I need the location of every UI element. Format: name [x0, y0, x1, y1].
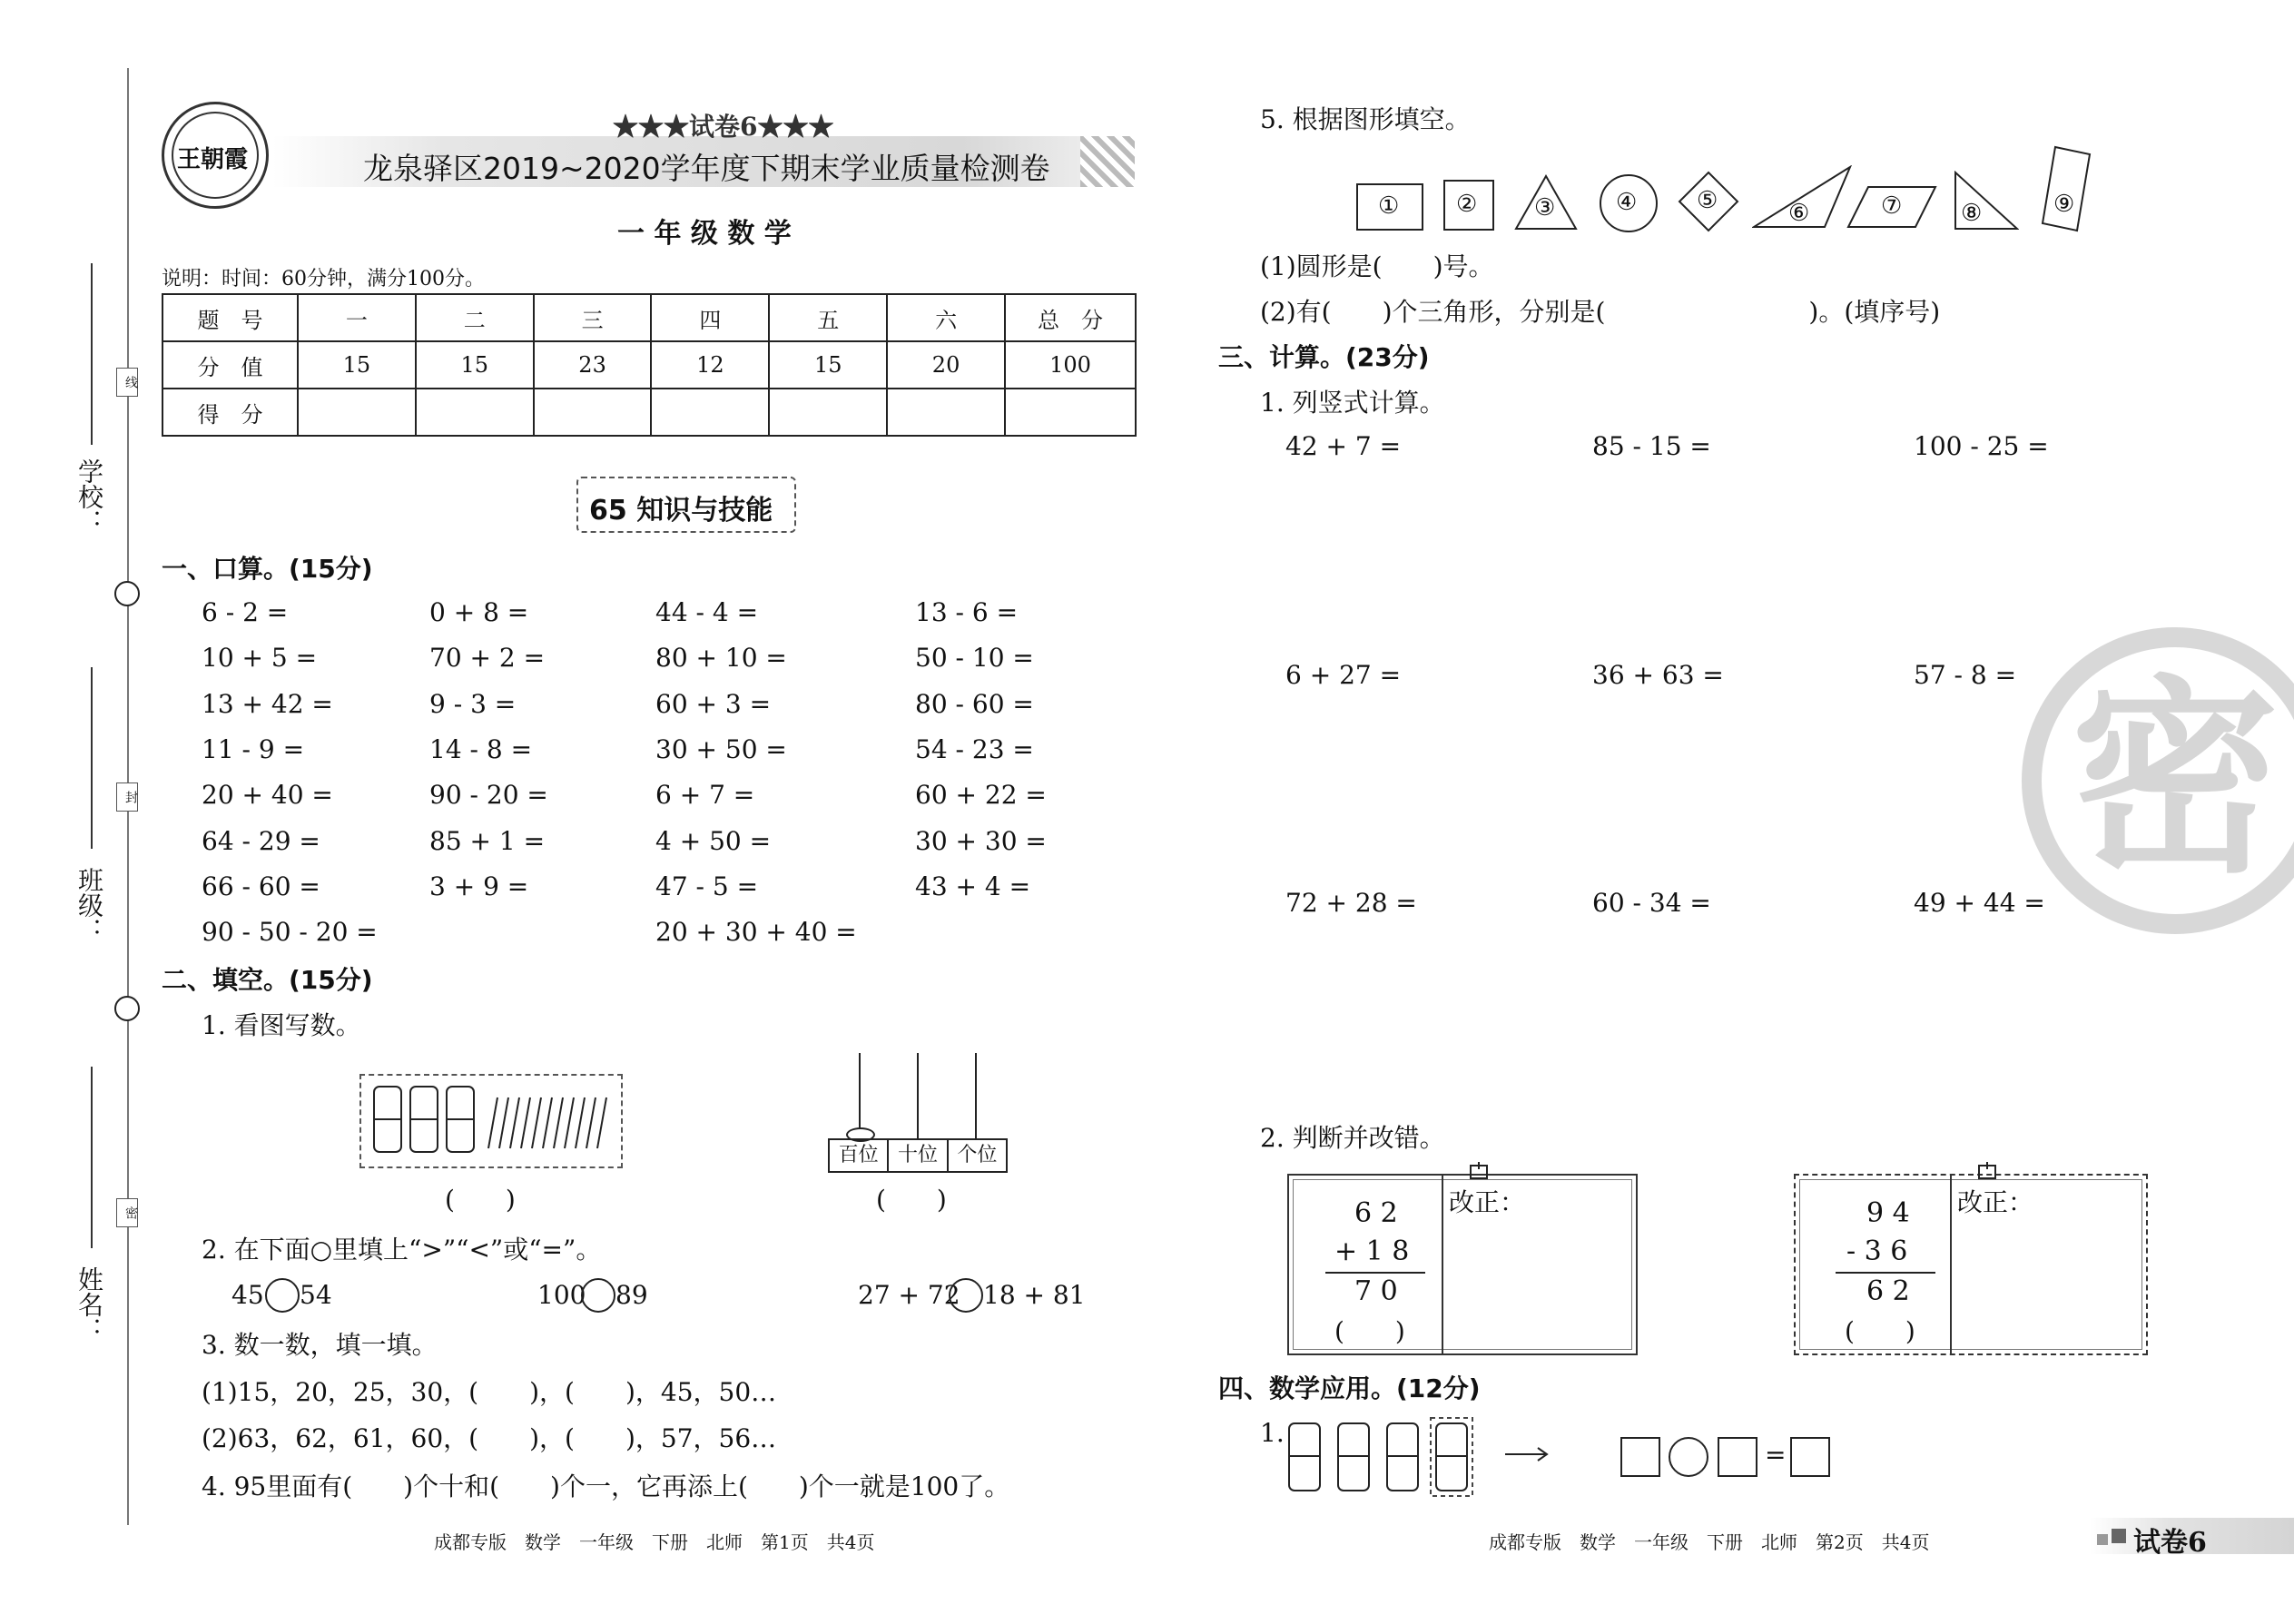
school-underline: [91, 263, 93, 445]
s2-q2: 2. 在下面○里填上“>”“<”或“=”。: [202, 1235, 602, 1265]
correction-label: 改正：: [1449, 1187, 1526, 1217]
s2-q1: 1. 看图写数。: [202, 1010, 361, 1040]
correction-area[interactable]: [1434, 1306, 1625, 1343]
shape-label: ②: [1456, 191, 1478, 218]
abacus: [828, 1053, 1006, 1171]
vertical-problem: 72 + 28 =: [1285, 888, 1417, 918]
oral-problem: 47 - 5 =: [655, 871, 759, 901]
calc-mid: - 3 6: [1846, 1235, 1908, 1267]
score-col: 四: [651, 294, 769, 341]
operator-circle[interactable]: [1669, 1437, 1708, 1477]
oral-problem: 20 + 30 + 40 =: [655, 917, 857, 948]
oral-problem: 80 - 60 =: [915, 688, 1034, 719]
name-underline: [91, 1067, 93, 1248]
score-blank[interactable]: [534, 389, 652, 436]
calc-mid: + 1 8: [1334, 1235, 1410, 1267]
score-value: 15: [769, 341, 887, 389]
score-value: 20: [887, 341, 1005, 389]
score-col: 总 分: [1005, 294, 1136, 341]
s4-title: 四、数学应用。(12分): [1218, 1373, 1481, 1403]
compare-circle[interactable]: [265, 1278, 300, 1313]
s4-q1: 1.: [1260, 1418, 1285, 1448]
score-col: 三: [534, 294, 652, 341]
s3-title: 三、计算。(23分): [1218, 342, 1430, 372]
instructions: 说明：时间：60分钟，满分100分。: [162, 268, 485, 290]
score-value: 12: [651, 341, 769, 389]
oral-problem: 90 - 50 - 20 =: [202, 917, 378, 948]
oral-problem: 11 - 9 =: [202, 733, 305, 764]
shape-label: ⑥: [1788, 200, 1810, 227]
s3-q2: 2. 判断并改错。: [1260, 1123, 1445, 1153]
oral-problem: 44 - 4 =: [655, 597, 759, 627]
calc-top: 6 2: [1354, 1197, 1398, 1229]
compare-right: 18 + 81: [983, 1280, 1086, 1310]
oral-problem: 30 + 30 =: [915, 825, 1047, 856]
score-value: 23: [534, 341, 652, 389]
footer-right: 成都专版 数学 一年级 下册 北师 第2页 共4页: [1489, 1531, 1930, 1553]
compare-right: 54: [300, 1280, 332, 1310]
margin-ornament-icon: [114, 581, 140, 606]
abacus-answer[interactable]: ( ): [876, 1185, 947, 1215]
oral-problem: 9 - 3 =: [429, 688, 517, 719]
shape-label: ⑨: [2053, 191, 2075, 218]
score-blank[interactable]: [1005, 389, 1136, 436]
vertical-problem: 6 + 27 =: [1285, 660, 1402, 690]
exam-title: 龙泉驿区2019~2020学年度下期末学业质量检测卷: [363, 151, 1050, 186]
subject-title: 一 年 级 数 学: [617, 218, 792, 250]
oral-problem: 43 + 4 =: [915, 871, 1031, 901]
logo: [162, 102, 269, 209]
shape-label: ④: [1616, 189, 1638, 216]
footer-tag-square: [2112, 1529, 2126, 1543]
vertical-problem: 85 - 15 =: [1592, 431, 1711, 461]
sticks-icon: [361, 1076, 621, 1166]
oral-problem: 80 + 10 =: [655, 643, 787, 674]
score-value: 15: [416, 341, 534, 389]
abacus-label: 百位: [830, 1140, 889, 1171]
footer-tag: 试卷6: [2133, 1527, 2207, 1559]
shape-label: ①: [1378, 192, 1400, 220]
s3-q1: 1. 列竖式计算。: [1260, 388, 1445, 418]
shape-rectangle: [1356, 183, 1423, 231]
oral-problem: 70 + 2 =: [429, 643, 546, 674]
shape-label: ⑦: [1881, 192, 1903, 220]
score-col: 六: [887, 294, 1005, 341]
oral-problem: 3 + 9 =: [429, 871, 529, 901]
compare-left: 45: [231, 1280, 264, 1310]
compare-circle[interactable]: [581, 1278, 615, 1313]
paperclip-icon: [1975, 1162, 1999, 1182]
oral-problem: 50 - 10 =: [915, 643, 1034, 674]
shape-label: ⑤: [1697, 187, 1718, 214]
s2-q3: 3. 数一数，填一填。: [202, 1330, 438, 1360]
class-label: 班级：: [74, 867, 104, 943]
oral-problem: 66 - 60 =: [202, 871, 320, 901]
score-col: 一: [298, 294, 416, 341]
margin-mark-seal: 封: [116, 782, 138, 812]
secret-seal-icon: [2021, 626, 2294, 935]
bundles-picture: [359, 1074, 623, 1168]
class-underline: [91, 667, 93, 849]
vertical-problem: 100 - 25 =: [1914, 431, 2049, 461]
compare-circle[interactable]: [949, 1278, 983, 1313]
compare-left: 27 + 72: [858, 1280, 960, 1310]
oral-problem: 60 + 3 =: [655, 688, 772, 719]
section-badge-text: 65 知识与技能: [589, 495, 773, 527]
oral-problem: 60 + 22 =: [915, 780, 1047, 811]
s2-q5-b: (2)有( )个三角形，分别是( )。(填序号): [1260, 297, 1941, 327]
answer-box[interactable]: [1620, 1437, 1660, 1477]
s2-title: 二、填空。(15分): [162, 965, 373, 995]
shape-label: ⑧: [1961, 200, 1983, 227]
oral-problem: 10 + 5 =: [202, 643, 318, 674]
vertical-problem: 36 + 63 =: [1592, 660, 1724, 690]
vertical-problem: 57 - 8 =: [1914, 660, 2017, 690]
oral-problem: 4 + 50 =: [655, 825, 772, 856]
vertical-problem: 49 + 44 =: [1914, 888, 2045, 918]
footer-left: 成都专版 数学 一年级 下册 北师 第1页 共4页: [434, 1531, 875, 1553]
margin-ornament-icon: [114, 996, 140, 1021]
correction-card: [1794, 1174, 2148, 1355]
shape-rotated-rectangle-icon: [2041, 145, 2092, 232]
oral-problem: 64 - 29 =: [202, 825, 320, 856]
abacus-label: 十位: [889, 1140, 948, 1171]
arrow-right-icon: [1505, 1445, 1549, 1463]
paperclip-icon: [1467, 1162, 1491, 1182]
seal-text: 密: [2070, 659, 2280, 901]
score-blank[interactable]: [769, 389, 887, 436]
stars-title: ★★★试卷6★★★: [613, 112, 834, 142]
score-row-header: 得 分: [162, 389, 298, 436]
oral-problem: 13 - 6 =: [915, 597, 1019, 627]
score-col: 五: [769, 294, 887, 341]
correction-card: [1287, 1174, 1638, 1355]
s1-title: 一、口算。(15分): [162, 554, 373, 584]
vertical-problem: 60 - 34 =: [1592, 888, 1711, 918]
bundles-answer[interactable]: ( ): [445, 1185, 516, 1215]
equals-sign: =: [1765, 1440, 1787, 1470]
margin-mark-secret: 密: [116, 1198, 138, 1227]
correction-area[interactable]: [1941, 1306, 2132, 1343]
vertical-problem: 42 + 7 =: [1285, 431, 1402, 461]
logo-text: 王朝霞: [177, 146, 249, 173]
score-blank[interactable]: [887, 389, 1005, 436]
footer-tag-square: [2097, 1534, 2108, 1545]
oral-problem: 20 + 40 =: [202, 780, 333, 811]
compare-left: 100: [537, 1280, 586, 1310]
shape-square: [1443, 180, 1494, 231]
judge-answer[interactable]: ( ): [1845, 1316, 1915, 1346]
score-blank[interactable]: [416, 389, 534, 436]
s2-q3-a: (1)15，20，25，30，( )，( )，45，50…: [202, 1377, 777, 1407]
score-blank[interactable]: [298, 389, 416, 436]
score-table: [162, 293, 1137, 437]
oral-problem: 14 - 8 =: [429, 733, 533, 764]
s2-q5: 5. 根据图形填空。: [1260, 104, 1471, 134]
answer-box[interactable]: [1790, 1437, 1830, 1477]
shape-label: ③: [1534, 194, 1556, 221]
name-label: 姓名：: [74, 1266, 104, 1343]
oral-problem: 0 + 8 =: [429, 597, 529, 627]
calc-result: 6 2: [1866, 1275, 1910, 1307]
score-value: 100: [1005, 341, 1136, 389]
oral-problem: 13 + 42 =: [202, 688, 333, 719]
score-col: 二: [416, 294, 534, 341]
correction-label: 改正：: [1957, 1187, 2034, 1217]
s2-q5-a: (1)圆形是( )号。: [1260, 251, 1494, 281]
oral-problem: 6 - 2 =: [202, 597, 289, 627]
oral-problem: 54 - 23 =: [915, 733, 1034, 764]
oral-problem: 90 - 20 =: [429, 780, 548, 811]
answer-box[interactable]: [1718, 1437, 1757, 1477]
oral-problem: 6 + 7 =: [655, 780, 755, 811]
compare-right: 89: [615, 1280, 648, 1310]
bundles-icon: [1280, 1416, 1498, 1498]
score-value: 15: [298, 341, 416, 389]
calc-top: 9 4: [1866, 1197, 1910, 1229]
score-blank[interactable]: [651, 389, 769, 436]
score-row-header: 分 值: [162, 341, 298, 389]
oral-problem: 85 + 1 =: [429, 825, 546, 856]
s2-q3-b: (2)63，62，61，60，( )，( )，57，56…: [202, 1423, 777, 1453]
oral-problem: 30 + 50 =: [655, 733, 787, 764]
score-row-header: 题 号: [162, 294, 298, 341]
calc-result: 7 0: [1354, 1275, 1398, 1307]
judge-answer[interactable]: ( ): [1334, 1316, 1405, 1346]
abacus-label: 个位: [957, 1144, 998, 1166]
section-badge: [576, 477, 796, 533]
banner-pattern: [1080, 136, 1135, 187]
s2-q4: 4. 95里面有( )个十和( )个一，它再添上( )个一就是100了。: [202, 1471, 1010, 1501]
margin-mark-line: 线: [116, 368, 138, 397]
school-label: 学校：: [74, 458, 104, 535]
shape-circle: [1600, 174, 1658, 232]
